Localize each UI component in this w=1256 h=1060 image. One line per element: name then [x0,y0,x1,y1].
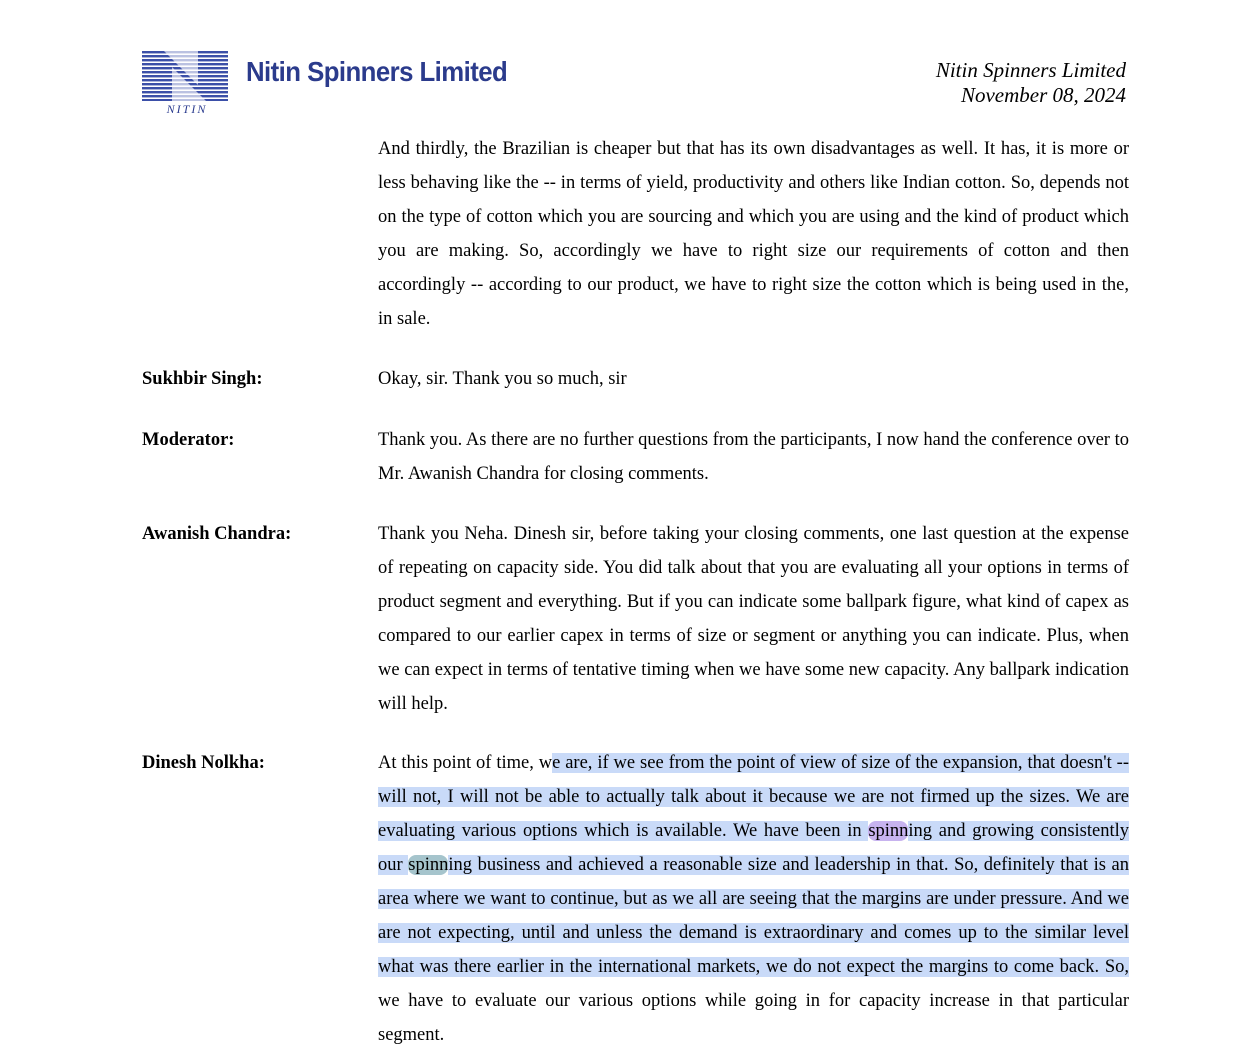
logo-subtext: NITIN [166,102,208,116]
nitin-logo-mark [142,51,228,101]
speaker-name: Moderator: [142,430,235,450]
turn-text: And thirdly, the Brazilian is cheaper but that has its own disadvantages as well. It has, it is more or less behaving like the -- in terms of yield, productivity and others like Indian cotton. So, depends not on the type of cotton which you are sourcing and which you are using and the kind of product which you are making. So, accordingly we have to right size our requirements of cotton and then accordingly -- according to our product, we have to right size the cotton which is being used in the, in sale. [378,139,1129,329]
logo-company-name: Nitin Spinners Limited [246,56,508,87]
text-selection[interactable]: ing business and achieved a reasonable size and leadership in that. So, definitely that is an area where we want to continue, but as we all are seeing that the margins are under pressure. And we are not expecting, until and unless the demand is extraordinary and comes up to the similar level what was there earlier in the international markets, we do not expect the margins to come back. So, [378,855,1129,977]
search-match-highlight[interactable]: spinn [868,821,909,841]
turn-text: Thank you. As there are no further questions from the participants, I now hand the conference over to Mr. Awanish Chandra for closing comments. [378,430,1129,484]
text-segment: At this point of time, w [378,753,553,773]
page-header [936,58,1126,108]
text-segment: we have to evaluate our various options while going in for capacity increase in that particular segment. [378,991,1129,1045]
text-selection[interactable]: ing and growing consistently our [378,821,1129,875]
text-selection[interactable]: e are, if we see from the point of view of size of the expansion, that doesn't -- will not, I will not be able to actually talk about it because we are not firmed up the sizes. We are evaluating various options which is available. We have been in [378,753,1129,841]
speaker-name: Awanish Chandra: [142,524,292,544]
speaker-name: Sukhbir Singh: [142,369,263,389]
speaker-name: Dinesh Nolkha: [142,753,265,773]
search-match-highlight[interactable]: spinn [408,855,449,875]
turn-text: Okay, sir. Thank you so much, sir [378,369,627,389]
turn-text: Thank you Neha. Dinesh sir, before taking your closing comments, one last question at the expense of repeating on capacity side. You did talk about that you are evaluating all your options in terms of product segment and everything. But if you can indicate some ballpark figure, what kind of capex as compared to our earlier capex in terms of size or segment or anything you can indicate. Plus, when we can expect in terms of tentative timing when we have some new capacity. Any ballpark indication will help. [378,524,1129,714]
company-logo [142,51,508,121]
header-company: Nitin Spinners Limited [935,58,1126,82]
turn-text-selected[interactable] [378,746,1129,1052]
header-date: November 08, 2024 [960,83,1126,107]
